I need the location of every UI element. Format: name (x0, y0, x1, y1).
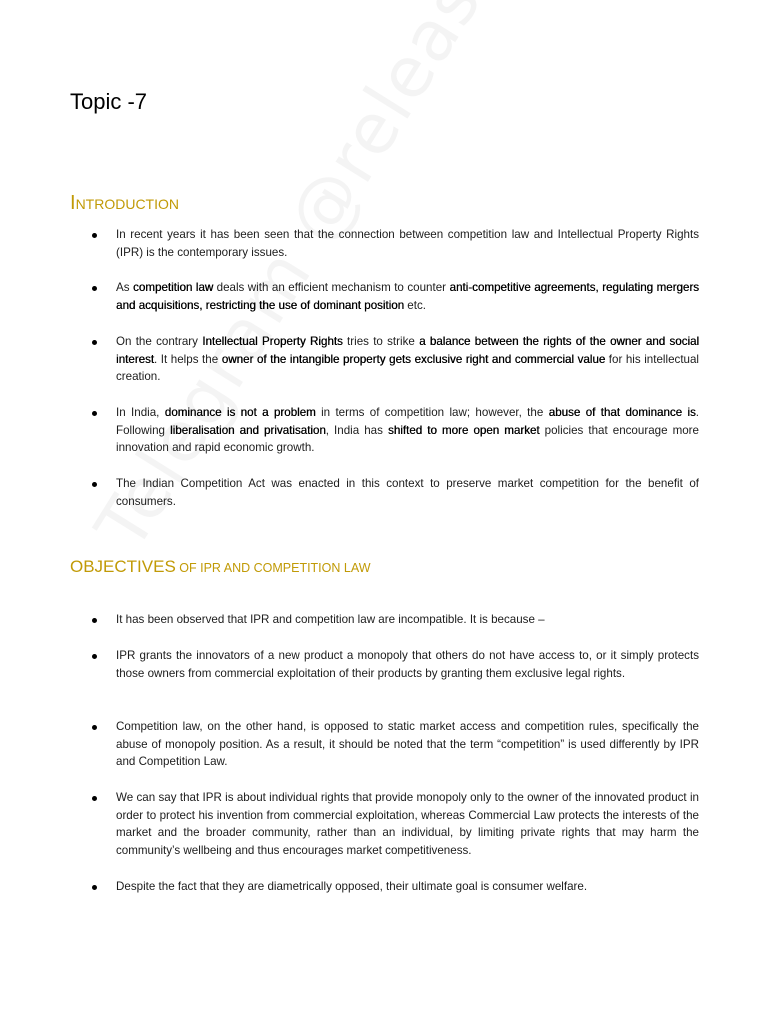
list-item-text (116, 333, 699, 386)
text-run: On the contrary (116, 335, 203, 348)
list-item-text (116, 789, 699, 859)
list-item-text (116, 279, 699, 314)
list-item (92, 226, 699, 261)
introduction-heading-initial: I (70, 192, 76, 214)
bullet-icon (92, 233, 97, 238)
introduction-heading-rest: NTRODUCTION (75, 196, 179, 212)
list-item-text (116, 404, 699, 457)
list-item (92, 789, 699, 859)
highlighted-phrase: competition law (133, 281, 214, 294)
list-item (92, 475, 699, 510)
list-item-text (116, 718, 699, 771)
text-run: in terms of competition law; however, the (315, 406, 549, 419)
highlighted-phrase: liberalisation and privatisation (170, 423, 326, 437)
text-run: , India has (325, 423, 388, 437)
text-run: IPR grants the innovators of a new product a monopoly that others do not have access to, or it simply protects those owners from commercial exploitation of their products by granting them exclusive legal rights. (116, 649, 699, 680)
list-item (92, 718, 699, 771)
list-item (92, 333, 699, 386)
objectives-heading-main: OBJECTIVES (70, 557, 176, 576)
objectives-heading (70, 551, 371, 579)
bullet-icon (92, 618, 97, 623)
list-item (92, 279, 699, 314)
bullet-icon (92, 885, 97, 890)
text-run: for his intellectual creation. (116, 352, 700, 384)
list-item (92, 878, 699, 896)
text-run: . It helps the (154, 352, 222, 366)
highlighted-phrase: dominance is not a problem (164, 406, 316, 419)
list-item-text (116, 475, 699, 510)
bullet-icon (92, 340, 97, 345)
highlighted-phrase: a balance between the rights of the owner and social interest (116, 335, 699, 366)
text-run: The Indian Competition Act was enacted in this context to preserve market competition for the benefit of consumers. (116, 477, 699, 508)
bullet-icon (92, 725, 97, 730)
text-run: etc. (404, 298, 426, 312)
highlighted-phrase: Intellectual Property Rights (202, 335, 343, 348)
text-run: We can say that IPR is about individual rights that provide monopoly only to the owner of the innovated product in order to protect his invention from commercial exploitation, whereas Commercial Law protects the interests of the market and the broader community, rather than an individual, by limiting private rights that may harm the community’s wellbeing and thus encourages market competitiveness. (116, 791, 699, 857)
page-title: Topic -7 (70, 89, 148, 114)
text-run: As (116, 281, 133, 294)
text-run: Competition law, on the other hand, is opposed to static market access and competition rules, specifically the abuse of monopoly position. As a result, it should be noted that the term “competition” is used differently by IPR and Competition Law. (116, 720, 699, 769)
bullet-icon (92, 411, 97, 416)
text-run: In India, (116, 406, 165, 419)
text-run: tries to strike (342, 335, 420, 348)
list-item-text (116, 226, 699, 261)
list-item-text (116, 878, 699, 896)
introduction-heading (70, 188, 179, 216)
text-run: It has been observed that IPR and competition law are incompatible. It is because – (116, 613, 545, 626)
bullet-icon (92, 796, 97, 801)
highlighted-phrase: abuse of that dominance is (548, 406, 696, 419)
bullet-icon (92, 482, 97, 487)
list-item (92, 404, 699, 457)
text-run: Despite the fact that they are diametrically opposed, their ultimate goal is consumer welfare. (116, 880, 588, 893)
text-run: . Following (116, 406, 699, 437)
list-item (92, 611, 699, 629)
highlighted-phrase: owner of the intangible property gets exclusive right and commercial value (221, 352, 606, 366)
list-item (92, 647, 699, 682)
highlighted-phrase: anti-competitive agreements, regulating mergers and acquisitions, restricting the use of dominant position (116, 281, 699, 312)
bullet-icon (92, 654, 97, 659)
list-item-text (116, 647, 699, 682)
text-run: deals with an efficient mechanism to counter (213, 281, 450, 294)
bullet-icon (92, 286, 97, 291)
text-run: policies that encourage more innovation and rapid economic growth. (116, 423, 699, 455)
list-item-text (116, 611, 699, 629)
objectives-heading-rest: OF IPR AND COMPETITION LAW (175, 561, 371, 575)
text-run: In recent years it has been seen that the connection between competition law and Intellectual Property Rights (IPR) is the contemporary issues. (116, 228, 699, 259)
highlighted-phrase: shifted to more open market (387, 423, 540, 437)
